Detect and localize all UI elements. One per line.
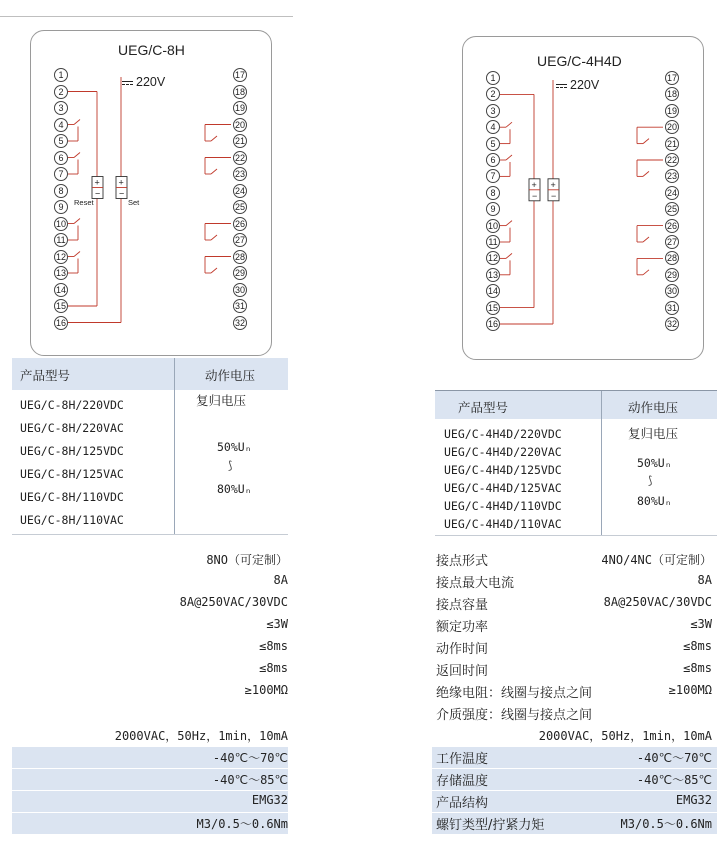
right-diagram-right-pin-28: 28 — [666, 253, 677, 264]
right-spec-label: 接点容量 — [436, 598, 489, 613]
left-diagram-right-pin-22: 22 — [234, 152, 245, 163]
right-diagram-right-pin-27: 27 — [666, 237, 677, 247]
right-diagram-right-pin-20: 20 — [666, 122, 677, 133]
left-model-title: UEG/C-8H — [118, 42, 185, 58]
left-spec-separator — [12, 768, 288, 769]
right-diagram-left-pin-5: 5 — [486, 137, 500, 151]
right-action-separator: ⟆ — [648, 474, 653, 487]
right-spec-label: 工作温度 — [436, 752, 489, 767]
left-model-3: UEG/C-8H/125VDC — [20, 444, 124, 458]
left-diagram-left-pin-3: 3 — [54, 101, 68, 115]
left-voltage-label: 220V — [122, 75, 165, 89]
left-spec-value: ≤8ms — [259, 661, 288, 675]
left-diagram-right-pin-24: 24 — [234, 185, 245, 196]
left-diagram-left-pin-4: 4 — [54, 118, 68, 132]
right-wires-coil-a-minus: − — [532, 190, 538, 201]
right-table-divider — [601, 391, 602, 535]
contact-blade — [506, 122, 512, 127]
right-header-model: 产品型号 — [458, 400, 509, 415]
right-diagram-left-pin-8: 8 — [486, 186, 500, 200]
right-diagram-left-pin-4: 4 — [486, 120, 500, 134]
right-spec-value: EMG32 — [675, 793, 712, 807]
right-spec-value: M3/0.5～0.6Nm — [620, 817, 712, 831]
right-spec-value: ≤8ms — [683, 639, 712, 653]
left-spec-value: ≤3W — [266, 617, 288, 631]
right-spec-separator — [432, 768, 717, 769]
right-spec-label: 存储温度 — [436, 774, 489, 789]
right-diagram-left-pin-12: 12 — [487, 253, 498, 264]
contact-blade — [506, 253, 512, 258]
contact-blade — [643, 171, 649, 176]
left-wires-coil-b-minus: − — [119, 188, 125, 199]
left-spec-shade — [12, 790, 288, 812]
right-wires-coil-b-minus: − — [551, 190, 557, 201]
right-diagram-right-pin-30: 30 — [666, 286, 677, 297]
right-model-2: UEG/C-4H4D/220VAC — [444, 445, 562, 459]
right-spec-value: 2000VAC，50Hz，1min，10mA — [538, 729, 712, 743]
left-action-lower: 80%Uₙ — [217, 482, 252, 496]
left-diagram-right-pin-23: 23 — [234, 169, 245, 179]
left-table-bottom — [12, 534, 288, 535]
right-spec-separator — [432, 790, 717, 791]
set-coil-label: Set — [128, 198, 140, 207]
right-model-4: UEG/C-4H4D/125VAC — [444, 481, 562, 495]
right-model-title: UEG/C-4H4D — [537, 53, 622, 69]
left-diagram-right-pin-31: 31 — [234, 301, 245, 311]
right-table-bottom — [435, 535, 717, 536]
right-header-action: 动作电压 — [628, 400, 679, 415]
left-diagram-right-pin-32: 32 — [234, 317, 245, 328]
left-diagram-right-pin-29: 29 — [234, 268, 245, 278]
right-spec-value: 8A — [697, 573, 712, 587]
right-diagram-left-pin-2: 2 — [486, 87, 500, 101]
contact-blade — [643, 270, 649, 275]
right-model-6: UEG/C-4H4D/110VAC — [444, 517, 562, 531]
right-diagram-right-pin-26: 26 — [666, 220, 677, 231]
right-spec-separator — [432, 834, 717, 835]
right-diagram-left-pin-10: 10 — [487, 220, 498, 231]
contact-blade — [643, 237, 649, 242]
contact-blade — [506, 221, 512, 226]
left-spec-value: 8A@250VAC/30VDC — [179, 595, 288, 609]
left-spec-value: -40℃～85℃ — [212, 773, 288, 787]
right-reset-voltage-label: 复归电压 — [628, 426, 679, 441]
right-spec-label: 额定功率 — [436, 620, 489, 635]
right-spec-value: 8A@250VAC/30VDC — [603, 595, 712, 609]
left-diagram-right-pin-27: 27 — [234, 235, 245, 245]
right-diagram-right-pin-29: 29 — [666, 269, 677, 280]
left-model-4: UEG/C-8H/125VAC — [20, 467, 124, 481]
left-diagram-left-pin-14: 14 — [55, 284, 66, 295]
left-wires-coil-a-minus: − — [95, 188, 101, 199]
right-model-3: UEG/C-4H4D/125VDC — [444, 463, 562, 477]
right-spec-label: 接点形式 — [436, 554, 489, 569]
right-spec-label: 返回时间 — [436, 664, 489, 679]
left-header-action: 动作电压 — [205, 368, 256, 383]
right-diagram-right-pin-22: 22 — [666, 155, 677, 165]
right-spec-label: 介质强度：线圈与接点之间 — [436, 708, 593, 723]
right-diagram-right-pin-17: 17 — [666, 73, 677, 83]
left-diagram-right-pin-21: 21 — [234, 136, 245, 146]
left-diagram-left-pin-8: 8 — [54, 184, 68, 198]
left-diagram-left-pin-16: 16 — [55, 317, 66, 328]
right-wires-coil-a-plus: + — [531, 179, 537, 190]
left-diagram-right-pin-30: 30 — [234, 284, 245, 295]
left-spec-separator — [12, 790, 288, 791]
left-diagram-left-pin-2: 2 — [54, 85, 68, 99]
left-wires-coil-b-plus: + — [118, 177, 124, 188]
right-diagram-right-pin-19: 19 — [666, 105, 677, 116]
left-diagram-left-pin-6: 6 — [54, 151, 68, 165]
right-diagram-left-pin-9: 9 — [486, 202, 500, 216]
left-diagram-right-pin-20: 20 — [234, 119, 245, 130]
right-action-lower: 80%Uₙ — [637, 494, 672, 508]
right-diagram-right-pin-18: 18 — [666, 89, 677, 100]
left-wires-coil-a-plus: + — [94, 177, 100, 188]
left-diagram-left-pin-5: 5 — [54, 134, 68, 148]
right-diagram-right-pin-24: 24 — [666, 187, 677, 198]
right-spec-label: 接点最大电流 — [436, 576, 515, 591]
left-model-2: UEG/C-8H/220VAC — [20, 421, 124, 435]
right-diagram-right-pin-32: 32 — [666, 319, 677, 329]
left-model-5: UEG/C-8H/110VDC — [20, 490, 124, 504]
left-diagram-right-pin-17: 17 — [234, 70, 245, 80]
right-spec-value: 4NO/4NC（可定制） — [601, 553, 712, 567]
left-diagram-right-pin-25: 25 — [234, 202, 245, 212]
left-spec-separator — [12, 812, 288, 813]
reset-coil-label: Reset — [74, 198, 94, 207]
right-spec-separator — [432, 812, 717, 813]
contact-blade — [506, 155, 512, 160]
right-wires-coil-b-plus: + — [550, 179, 556, 190]
left-diagram-left-pin-15: 15 — [55, 301, 66, 311]
right-diagram-left-pin-3: 3 — [486, 104, 500, 118]
right-action-upper: 50%Uₙ — [637, 456, 672, 470]
left-header-model: 产品型号 — [20, 368, 71, 383]
left-spec-value: ≤8ms — [259, 639, 288, 653]
right-spec-value: -40℃～70℃ — [636, 751, 712, 765]
left-action-upper: 50%Uₙ — [217, 440, 252, 454]
left-diagram-left-pin-1: 1 — [54, 68, 68, 82]
right-diagram-left-pin-6: 6 — [486, 153, 500, 167]
left-reset-voltage-label: 复归电压 — [196, 393, 247, 408]
left-spec-value: 8NO（可定制） — [206, 553, 288, 567]
right-diagram-left-pin-14: 14 — [487, 286, 498, 297]
right-spec-separator — [432, 746, 717, 747]
left-diagram-right-pin-28: 28 — [234, 251, 245, 262]
left-diagram-left-pin-9: 9 — [54, 200, 68, 214]
right-spec-label: 绝缘电阻：线圈与接点之间 — [436, 686, 593, 701]
left-diagram-left-pin-13: 13 — [55, 268, 66, 278]
left-diagram-right-pin-19: 19 — [234, 103, 245, 113]
right-spec-label: 动作时间 — [436, 642, 489, 657]
right-spec-value: -40℃～85℃ — [636, 773, 712, 787]
right-diagram-left-pin-11: 11 — [486, 235, 500, 249]
contact-blade — [643, 139, 649, 144]
right-diagram-left-pin-7: 7 — [486, 169, 500, 183]
right-diagram-left-pin-1: 1 — [486, 71, 500, 85]
left-spec-value: M3/0.5～0.6Nm — [196, 817, 288, 831]
right-diagram-left-pin-15: 15 — [487, 302, 498, 313]
right-diagram-left-pin-16: 16 — [487, 319, 498, 329]
left-diagram-left-pin-12: 12 — [55, 251, 66, 262]
right-spec-label: 螺钉类型/拧紧力矩 — [436, 818, 545, 833]
right-diagram-right-pin-31: 31 — [666, 302, 677, 313]
left-spec-value: EMG32 — [251, 793, 288, 807]
left-diagram-left-pin-11: 11 — [54, 233, 68, 247]
left-spec-separator — [12, 834, 288, 835]
left-model-1: UEG/C-8H/220VDC — [20, 398, 124, 412]
right-voltage-label: 220V — [556, 78, 599, 92]
right-model-1: UEG/C-4H4D/220VDC — [444, 427, 562, 441]
right-spec-value: ≥100MΩ — [668, 683, 712, 697]
right-diagram-left-pin-13: 13 — [487, 269, 498, 280]
left-diagram-right-pin-18: 18 — [234, 86, 245, 97]
right-diagram-right-pin-23: 23 — [666, 171, 677, 182]
left-diagram-left-pin-7: 7 — [54, 167, 68, 181]
left-diagram-left-pin-10: 10 — [55, 218, 66, 229]
left-spec-value: ≥100MΩ — [244, 683, 288, 697]
right-model-5: UEG/C-4H4D/110VDC — [444, 499, 562, 513]
left-model-6: UEG/C-8H/110VAC — [20, 513, 124, 527]
left-spec-value: 2000VAC，50Hz，1min，10mA — [114, 729, 288, 743]
right-spec-value: ≤3W — [690, 617, 712, 631]
left-action-separator: ⟆ — [228, 459, 233, 472]
right-diagram-right-pin-21: 21 — [666, 138, 677, 149]
left-spec-value: 8A — [273, 573, 288, 587]
left-table-divider — [174, 358, 175, 534]
right-diagram-right-pin-25: 25 — [666, 204, 677, 215]
right-spec-value: ≤8ms — [683, 661, 712, 675]
left-diagram-right-pin-26: 26 — [234, 218, 245, 229]
right-spec-label: 产品结构 — [436, 796, 489, 811]
left-spec-value: -40℃～70℃ — [212, 751, 288, 765]
left-spec-separator — [12, 746, 288, 747]
